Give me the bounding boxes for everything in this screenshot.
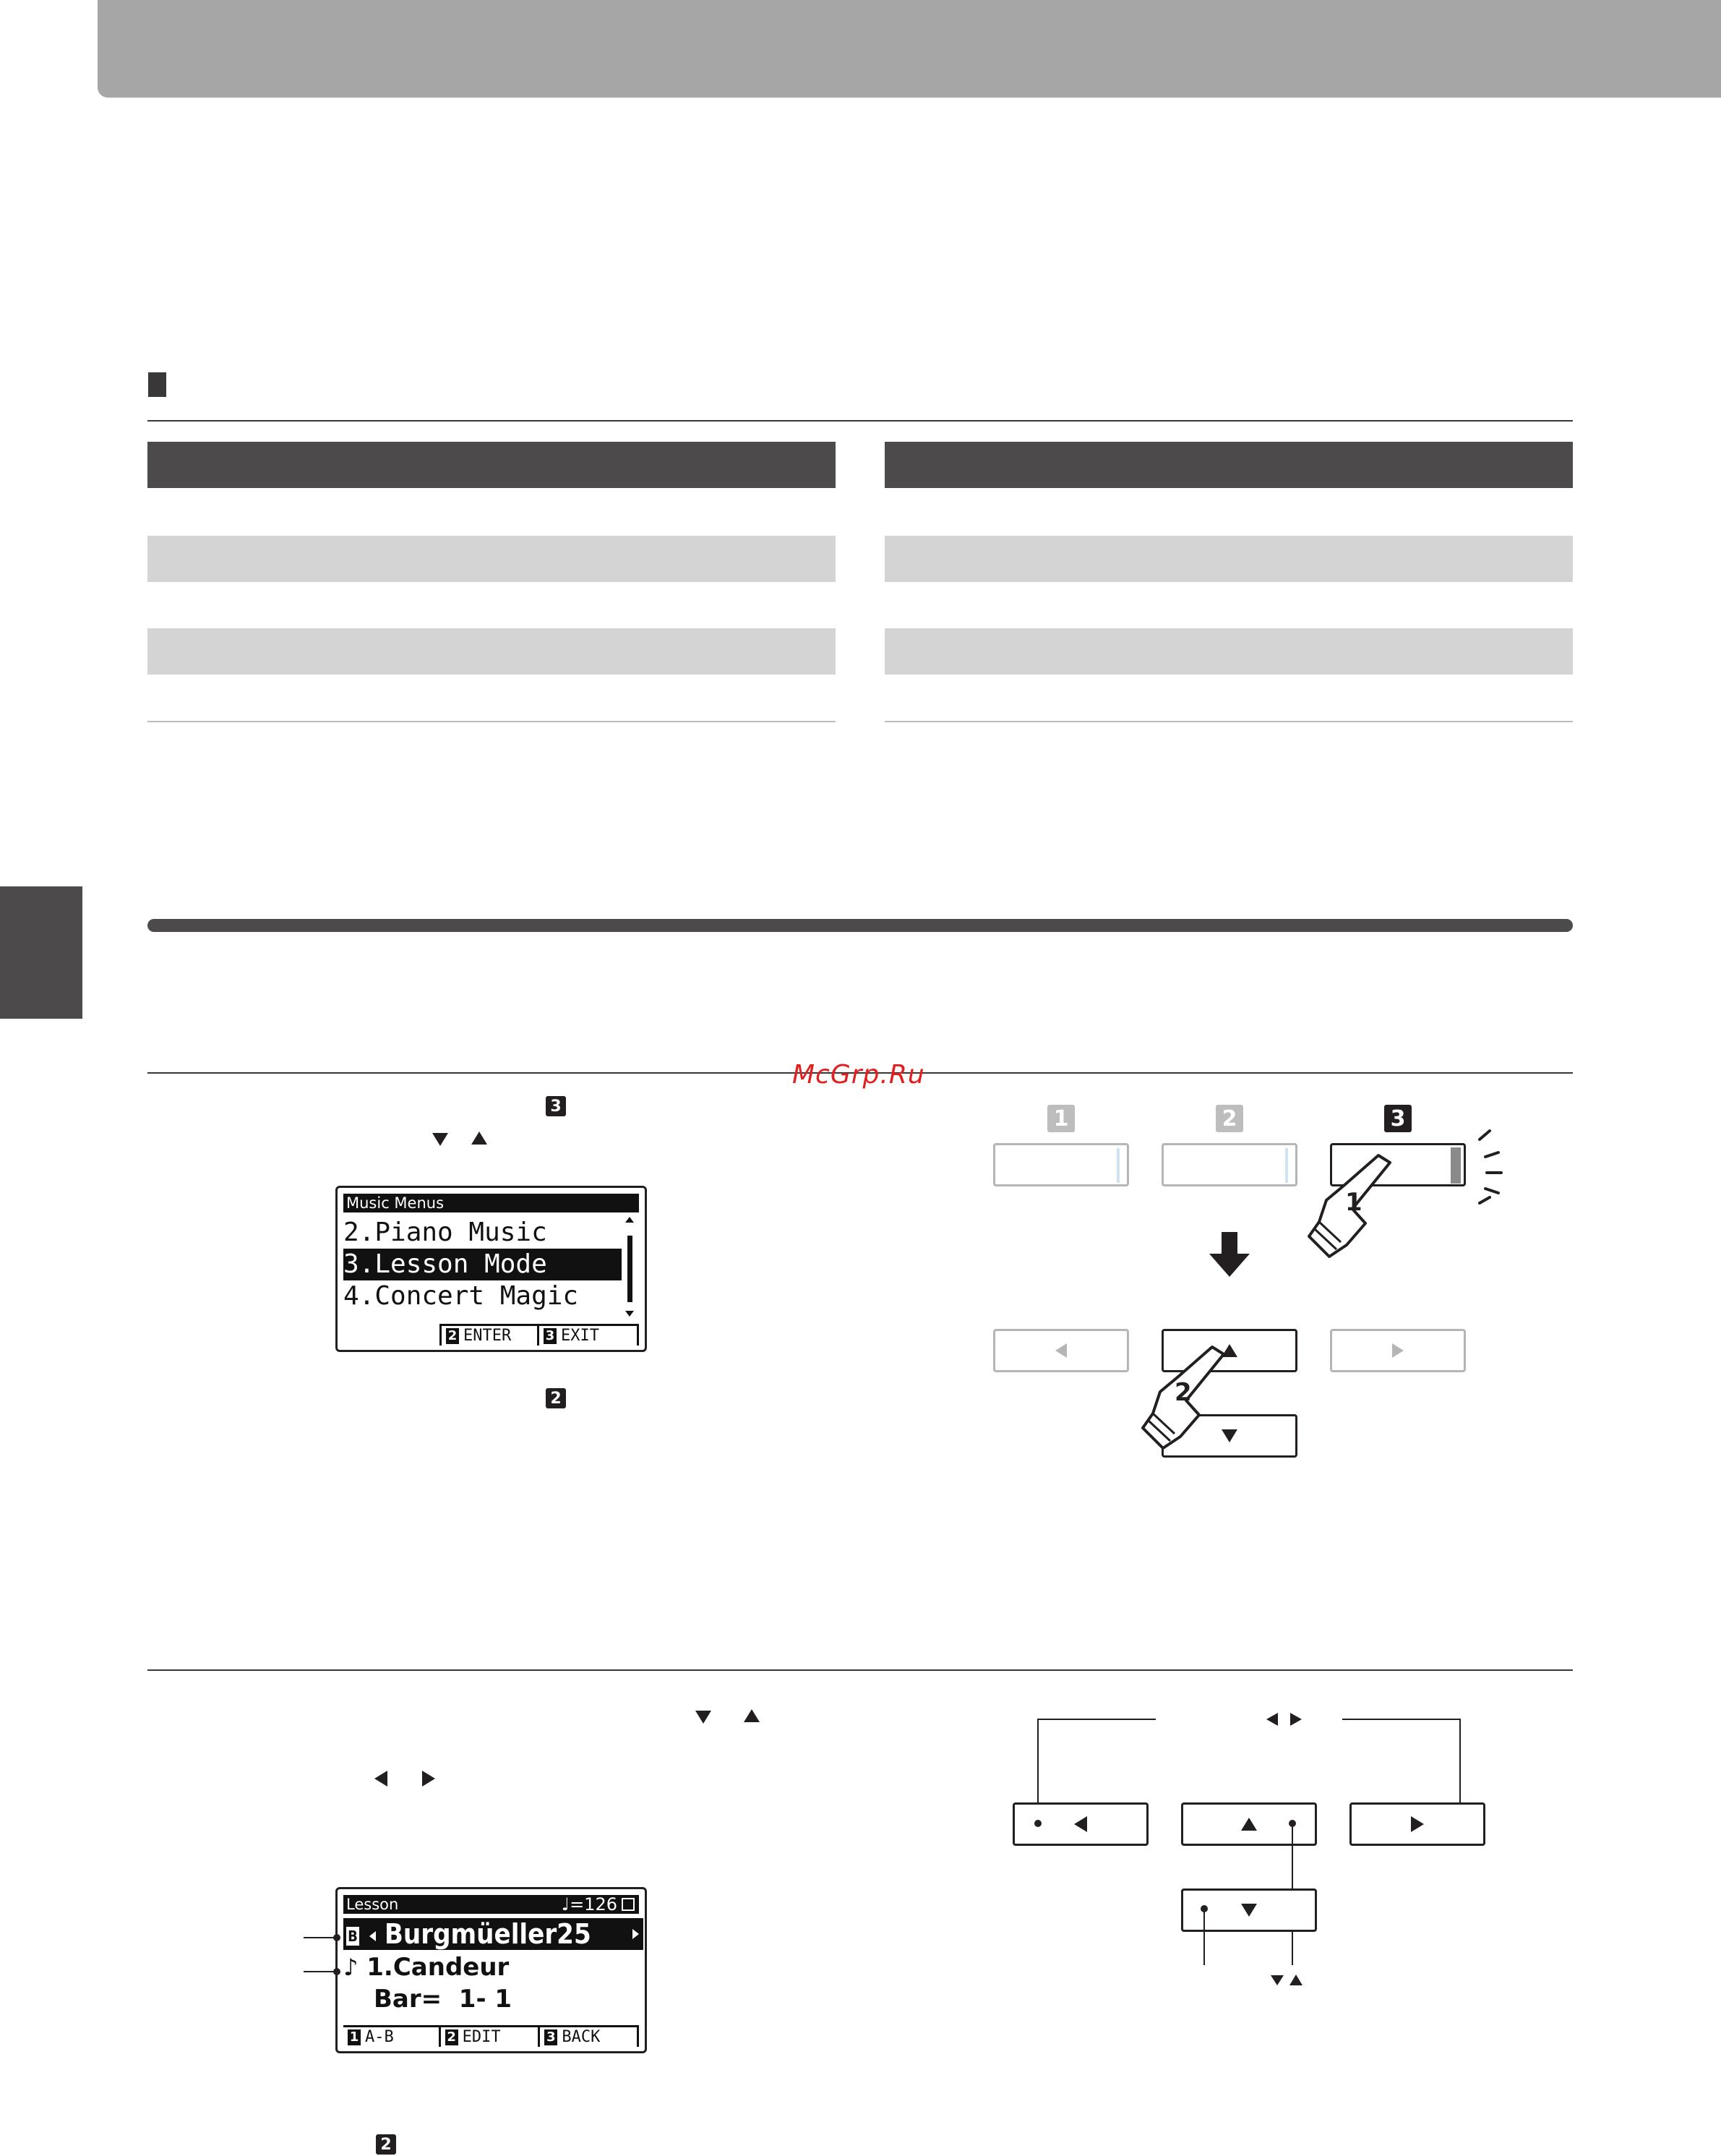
- lcd-menu-item-selected: 3.Lesson Mode: [343, 1249, 622, 1280]
- lcd-menu-item: 4.Concert Magic: [343, 1281, 579, 1311]
- finger-step-number: 1: [1345, 1188, 1362, 1217]
- table-right-row: [885, 536, 1573, 582]
- book-prev-icon: [369, 1931, 376, 1941]
- book-next-icon: [632, 1929, 639, 1939]
- down-arrow-icon: [432, 1133, 448, 1146]
- lcd-fkey-edit: 2 EDIT: [441, 2025, 541, 2047]
- up-arrow-icon: [471, 1132, 487, 1145]
- table-right-row: [885, 628, 1573, 675]
- lcd-song-name: 1.Candeur: [366, 1953, 510, 1982]
- scrollbar: [627, 1236, 632, 1302]
- lcd-fkey-exit: 3 EXIT: [539, 1324, 639, 1346]
- sequence-down-arrow-icon: [1209, 1232, 1250, 1277]
- book-tag: B: [346, 1927, 359, 1946]
- function-button-2-icon: 2: [546, 1388, 566, 1408]
- panel-label-3: 3: [1384, 1105, 1412, 1132]
- scroll-up-icon: [625, 1217, 634, 1223]
- section-marker: [148, 372, 166, 397]
- lcd-lesson: [335, 1887, 647, 2053]
- major-section-rule: [147, 919, 1573, 932]
- panel-label-2: 2: [1216, 1105, 1243, 1132]
- cursor-left-button[interactable]: [993, 1329, 1129, 1372]
- section-rule: [147, 420, 1573, 422]
- table-right-header: [885, 442, 1573, 488]
- page-header-banner: [98, 0, 1721, 98]
- table-left-row: [147, 628, 836, 675]
- scroll-down-icon: [625, 1311, 634, 1317]
- function-button-2-icon: 2: [376, 2134, 396, 2155]
- lcd-title-bar: [343, 1895, 639, 1914]
- lcd-tempo: ♩=126: [561, 1894, 617, 1915]
- lcd-fkey-back: 3 BACK: [540, 2025, 639, 2047]
- finger-press-icon: [1138, 1341, 1232, 1450]
- press-indicator-icon: [1471, 1128, 1529, 1207]
- cursor-down-button[interactable]: [1181, 1888, 1317, 1932]
- panel-label-1: 1: [1047, 1105, 1075, 1132]
- cursor-up-button[interactable]: [1181, 1802, 1317, 1846]
- lcd-music-menus: [335, 1186, 647, 1352]
- lcd-bar-position: Bar= 1- 1: [374, 1985, 512, 2014]
- lcd-function-bar: [343, 2025, 639, 2047]
- left-arrow-icon: [374, 1771, 387, 1787]
- cursor-left-button[interactable]: [1013, 1802, 1149, 1846]
- function-button-3-icon: 3: [546, 1096, 566, 1116]
- table-left-header: [147, 442, 836, 488]
- function-button-2[interactable]: [1162, 1143, 1297, 1186]
- lcd-fkey-enter: 2 ENTER: [439, 1324, 539, 1346]
- chapter-side-tab: [0, 886, 82, 1019]
- lcd-fkey-ab: 1 A-B: [343, 2025, 441, 2047]
- cursor-callout-diagram: [997, 1706, 1503, 1995]
- lcd-song-row: [343, 1951, 509, 1983]
- lcd-title: Lesson: [346, 1896, 399, 1913]
- lcd-book-selector: [343, 1918, 643, 1950]
- finger-step-number: 2: [1175, 1378, 1192, 1407]
- lcd-book-name: Burgmüeller25: [384, 1918, 591, 1950]
- note-icon: ♪: [343, 1954, 359, 1981]
- finger-press-icon: [1305, 1150, 1399, 1258]
- right-arrow-icon: [422, 1771, 435, 1787]
- up-arrow-icon: [744, 1709, 760, 1722]
- step-2-rule: [147, 1669, 1573, 1671]
- cursor-right-button[interactable]: [1330, 1329, 1466, 1372]
- table-right-bottom-rule: [885, 721, 1573, 722]
- table-left-bottom-rule: [147, 721, 836, 722]
- lcd-callout-lines: [304, 1930, 344, 1988]
- metronome-icon: [622, 1898, 635, 1911]
- lcd-function-bar: [343, 1324, 639, 1346]
- function-button-1[interactable]: [993, 1143, 1129, 1186]
- cursor-right-button[interactable]: [1349, 1802, 1485, 1846]
- lcd-menu-item: 2.Piano Music: [343, 1218, 547, 1247]
- table-left-row: [147, 536, 836, 582]
- watermark: McGrp.Ru: [792, 1060, 925, 1090]
- lcd-title: Music Menus: [343, 1194, 639, 1212]
- down-arrow-icon: [695, 1711, 711, 1724]
